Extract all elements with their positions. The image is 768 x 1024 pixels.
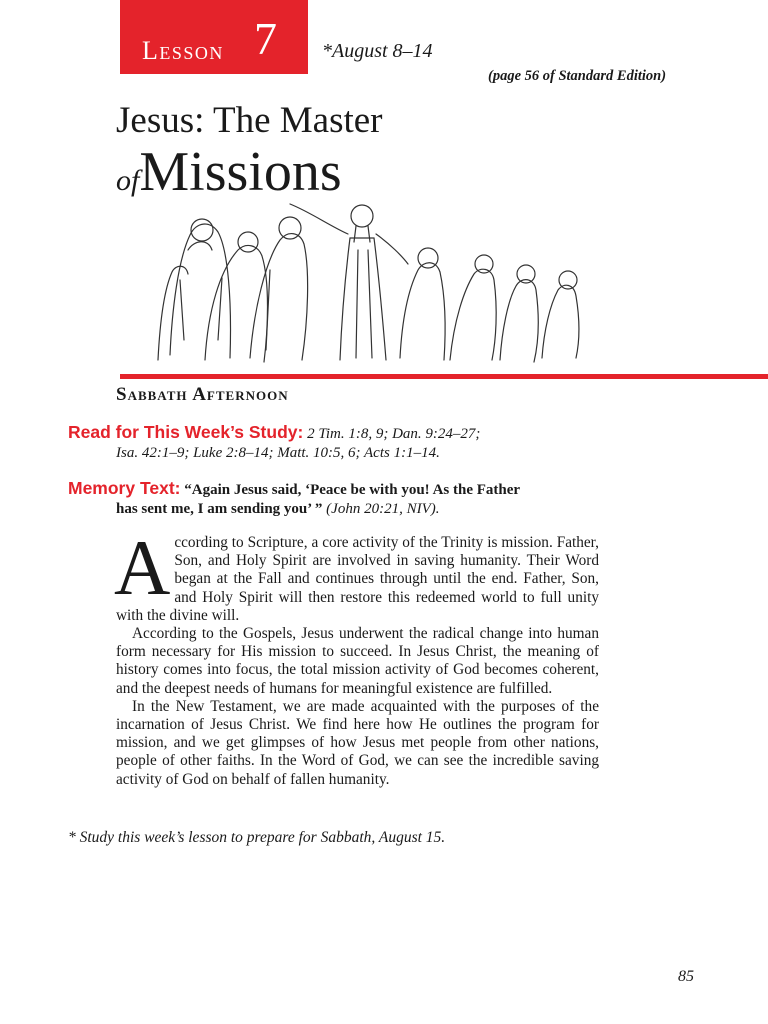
- paragraph-2: According to the Gospels, Jesus underwent the radical change into human form necessary for His mission to succeed. In Jesus Christ, the meaning of history comes into focus, the total mission activity of God becomes coherent, and the deepest needs of humans for meaningful existence are fulfilled.: [116, 625, 599, 697]
- left-crowd-figures: [158, 217, 308, 362]
- lesson-badge: [120, 0, 308, 74]
- reading-block: [68, 423, 608, 463]
- reading-line-1: 2 Tim. 1:8, 9; Dan. 9:24–27;: [307, 426, 481, 442]
- lesson-date: *August 8–14: [322, 40, 433, 62]
- right-crowd-figures: [400, 248, 579, 362]
- memory-reference: (John 20:21, NIV).: [326, 501, 440, 517]
- reading-label: Read for This Week’s Study:: [68, 422, 304, 442]
- section-heading: Sabbath Afternoon: [116, 384, 289, 405]
- edition-note: (page 56 of Standard Edition): [488, 68, 667, 84]
- lesson-number: 7: [254, 13, 277, 64]
- introduction-text: [114, 524, 599, 789]
- memory-label: Memory Text:: [68, 478, 181, 498]
- memory-text-block: [68, 479, 608, 519]
- reading-line-2: Isa. 42:1–9; Luke 2:8–14; Matt. 10:5, 6; Acts 1:1–14.: [116, 445, 440, 461]
- lesson-label: Lesson: [142, 36, 224, 65]
- disciples-illustration: [150, 190, 595, 370]
- paragraph-1: [114, 524, 599, 625]
- section-divider: [120, 374, 768, 379]
- page-number: 85: [678, 968, 694, 985]
- memory-quote-line-2: has sent me, I am sending you’ ”: [116, 501, 323, 517]
- title-of: of: [116, 164, 140, 197]
- paragraph-3: In the New Testament, we are made acquainted with the purposes of the incarnation of Jesus Christ. We find here how He outlines the program for mission, and we get glimpses of how Jesus met people from other nations, people of other faiths. In the Word of God, we can see the incredible saving activity of God on behalf of fallen humanity.: [116, 697, 599, 788]
- footnote: * Study this week’s lesson to prepare for Sabbath, August 15.: [68, 829, 446, 846]
- paragraph-1-text: ccording to Scripture, a core activity of the Trinity is mission. Father, Son, and Holy Spirit are involved in saving humanity. Their Word began at the Fall and continues through until the end. Father, Son, and Holy Spirit will then restore this redeemed world to full unity with the divine will.: [116, 534, 599, 624]
- title-line-1: Jesus: The Master: [116, 100, 383, 141]
- drop-cap: A: [114, 524, 171, 611]
- memory-quote-line-1: “Again Jesus said, ‘Peace be with you! As the Father: [184, 482, 521, 498]
- title-missions: Missions: [139, 141, 342, 203]
